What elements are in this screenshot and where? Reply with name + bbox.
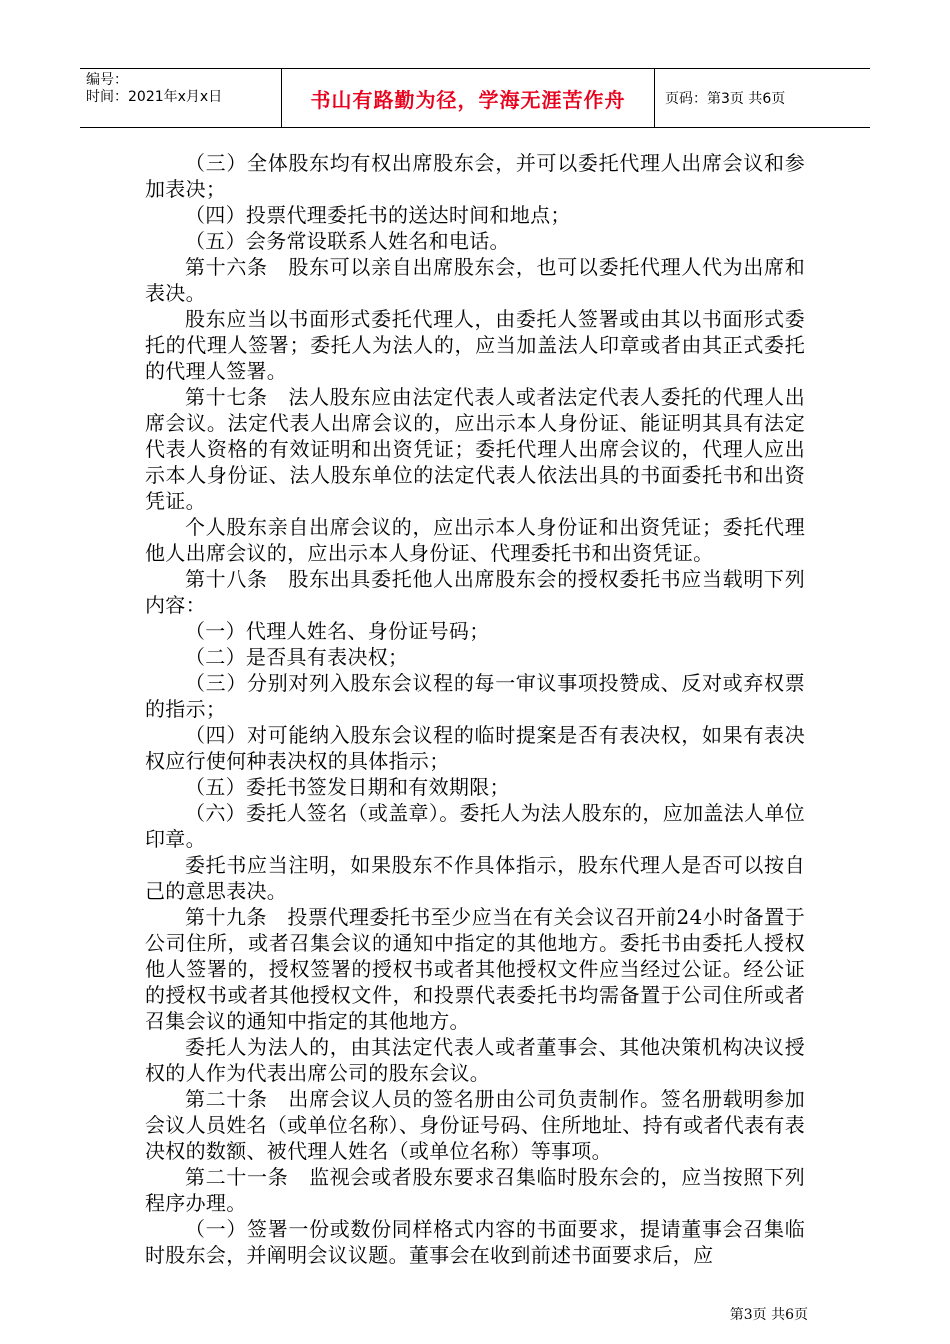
paragraph: 第十六条 股东可以亲自出席股东会，也可以委托代理人代为出席和表决。	[145, 255, 805, 305]
paragraph: （三）全体股东均有权出席股东会，并可以委托代理人出席会议和参加表决；	[145, 151, 805, 201]
paragraph: 第二十条 出席会议人员的签名册由公司负责制作。签名册载明参加会议人员姓名（或单位名称）、身份证号码、住所地址、持有或者代表有表决权的数额、被代理人姓名（或单位名称）等事项。	[145, 1087, 805, 1163]
document-date-label: 时间：2021年x月x日	[86, 89, 223, 105]
paragraph: 股东应当以书面形式委托代理人，由委托人签署或由其以书面形式委托的代理人签署；委托人为法人的，应当加盖法人印章或者由其正式委托的代理人签署。	[145, 307, 805, 383]
paragraph: （五）委托书签发日期和有效期限；	[185, 775, 510, 799]
paragraph: （一）代理人姓名、身份证号码；	[185, 619, 490, 643]
paragraph: 个人股东亲自出席会议的，应出示本人身份证和出资凭证；委托代理他人出席会议的，应出示本人身份证、代理委托书和出资凭证。	[145, 515, 805, 565]
paragraph: （三）分别对列入股东会议程的每一审议事项投赞成、反对或弃权票的指示；	[145, 671, 805, 721]
page-header	[80, 68, 870, 128]
paragraph: （一）签署一份或数份同样格式内容的书面要求，提请董事会召集临时股东会，并阐明会议议题。董事会在收到前述书面要求后，应	[145, 1217, 805, 1267]
paragraph: 第二十一条 监视会或者股东要求召集临时股东会的，应当按照下列程序办理。	[145, 1165, 805, 1215]
paragraph: 第十八条 股东出具委托他人出席股东会的授权委托书应当载明下列内容：	[145, 567, 805, 617]
paragraph: （六）委托人签名（或盖章）。委托人为法人股东的，应加盖法人单位印章。	[145, 801, 805, 851]
page-footer: 第3页 共6页	[729, 1307, 808, 1323]
paragraph: 委托人为法人的，由其法定代表人或者董事会、其他决策机构决议授权的人作为代表出席公司的股东会议。	[145, 1035, 805, 1085]
paragraph: 委托书应当注明，如果股东不作具体指示，股东代理人是否可以按自己的意思表决。	[145, 853, 805, 903]
document-number-label: 编号：	[86, 72, 128, 88]
paragraph: 第十九条 投票代理委托书至少应当在有关会议召开前24小时备置于公司住所，或者召集会议的通知中指定的其他地方。委托书由委托人授权他人签署的，授权签署的授权书或者其他授权文件应当经过公证。经公证的授权书或者其他授权文件，和投票代表委托书均需备置于公司住所或者召集会议的通知中指定的其他地方。	[145, 905, 805, 1033]
header-meta	[80, 69, 282, 127]
paragraph: 第十七条 法人股东应由法定代表人或者法定代表人委托的代理人出席会议。法定代表人出席会议的，应出示本人身份证、能证明其具有法定代表人资格的有效证明和出资凭证；委托代理人出席会议的，代理人应出示本人身份证、法人股东单位的法定代表人依法出具的书面委托书和出资凭证。	[145, 385, 805, 513]
header-page-info: 页码：第3页 共6页	[665, 91, 786, 107]
paragraph: （五）会务常设联系人姓名和电话。	[185, 229, 510, 253]
paragraph: （四）对可能纳入股东会议程的临时提案是否有表决权，如果有表决权应行使何种表决权的具体指示；	[145, 723, 805, 773]
paragraph: （二）是否具有表决权；	[185, 645, 409, 669]
document-body	[145, 150, 805, 1268]
header-motto: 书山有路勤为径，学海无涯苦作舟	[282, 69, 655, 127]
paragraph: （四）投票代理委托书的送达时间和地点；	[185, 203, 571, 227]
